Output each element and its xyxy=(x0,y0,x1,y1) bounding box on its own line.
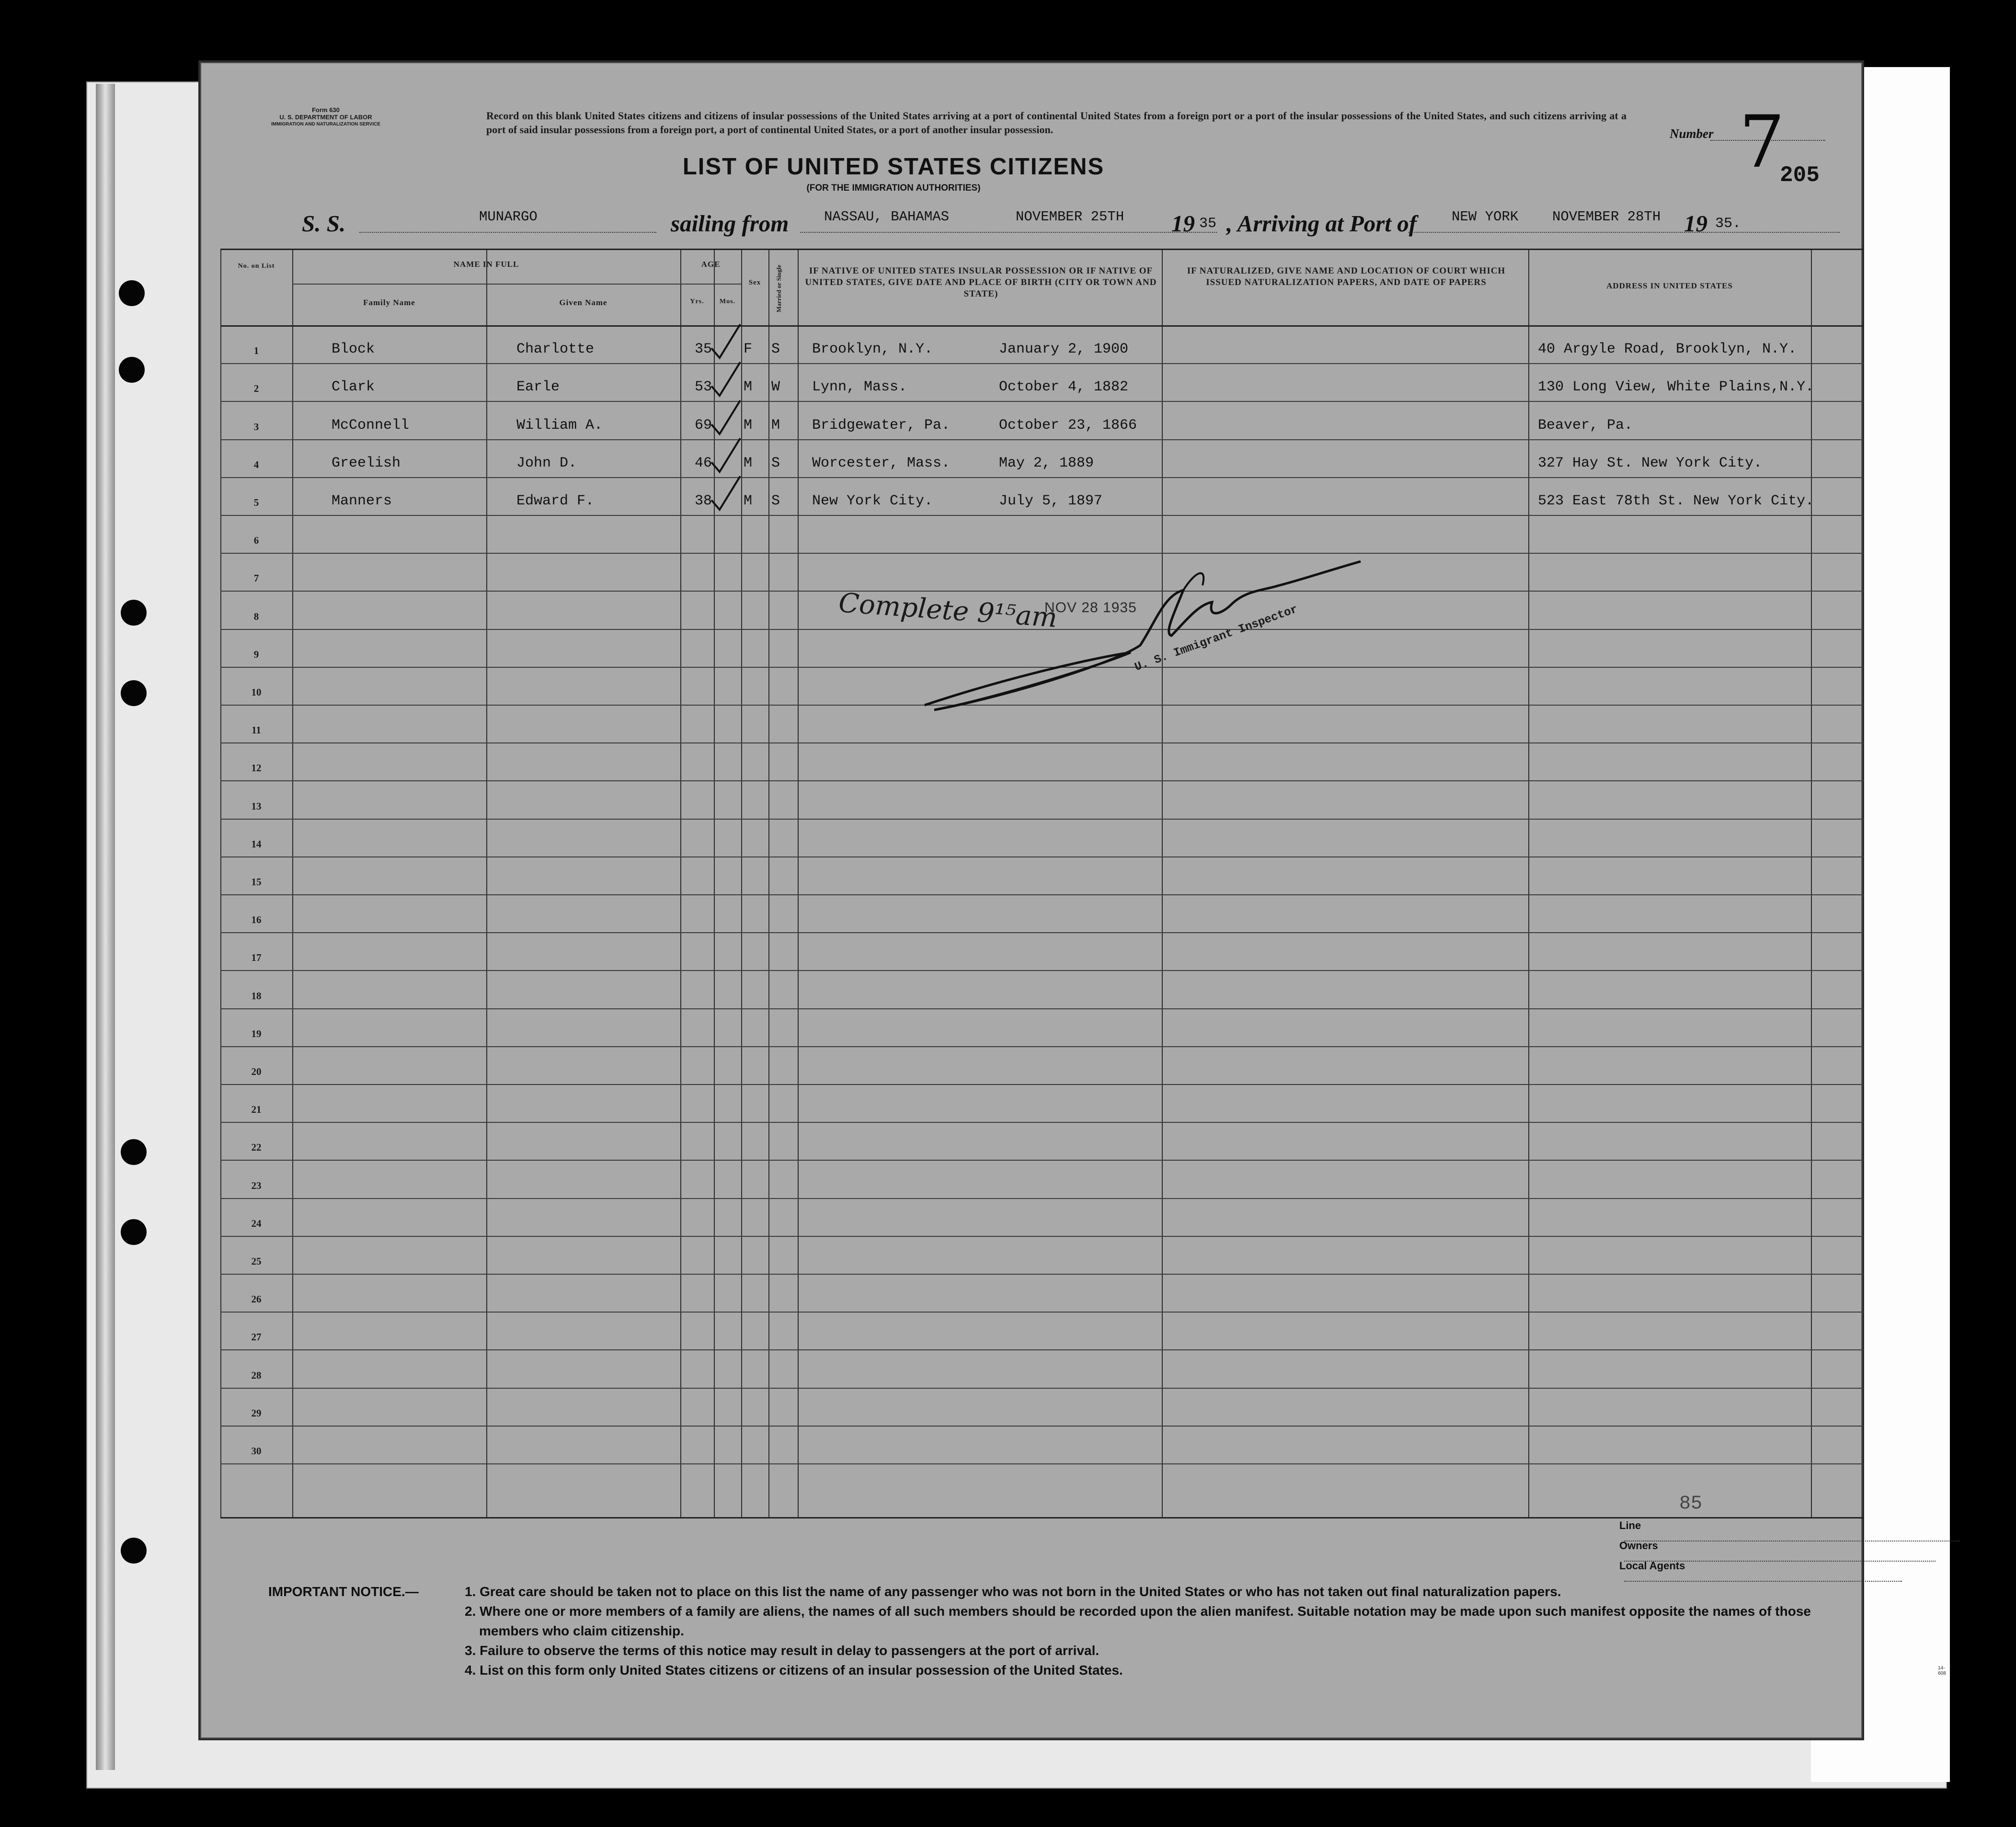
passenger-place: New York City. xyxy=(812,493,933,509)
notice-heading: IMPORTANT NOTICE.— xyxy=(268,1584,419,1599)
passenger-given: John D. xyxy=(516,455,577,471)
col-married: Married or Single xyxy=(775,264,782,312)
passenger-sex: F xyxy=(744,341,753,358)
line-label: Line xyxy=(1619,1519,1641,1531)
binding-strip xyxy=(96,84,115,1770)
page-subtitle: (FOR THE IMMIGRATION AUTHORITIES) xyxy=(806,183,981,193)
passenger-given: Edward F. xyxy=(516,493,595,509)
row-number: 14 xyxy=(251,838,262,850)
row-line xyxy=(220,1274,1864,1275)
list-number: 7 xyxy=(1739,101,1785,184)
row-line xyxy=(220,1122,1864,1123)
important-notice xyxy=(268,1582,1816,1680)
check-mark-icon xyxy=(709,322,743,360)
header-divider xyxy=(292,284,680,285)
passenger-address: Beaver, Pa. xyxy=(1538,417,1633,434)
col-line xyxy=(292,250,293,1517)
row-number: 28 xyxy=(251,1369,262,1381)
row-number: 23 xyxy=(251,1179,262,1191)
col-line xyxy=(768,250,769,1517)
passenger-address: 523 East 78th St. New York City. xyxy=(1538,493,1814,509)
passenger-place: Bridgewater, Pa. xyxy=(812,417,951,434)
row-number: 8 xyxy=(253,610,259,622)
passenger-family: Greelish xyxy=(332,455,401,471)
passenger-sex: M xyxy=(744,493,753,509)
agents-field xyxy=(1619,1560,1902,1585)
row-line xyxy=(220,856,1864,857)
record-instructions: Record on this blank United States citizens and citizens of insular possessions of the United States arriving at a port of continental United States from a foreign port or a port of the insular possessions of the United States, and such citizens arriving at a port of said insular possessions from a foreign port, a port of continental United States, or a port of another insular possession. xyxy=(486,110,1627,136)
col-naturalized: IF NATURALIZED, GIVE NAME AND LOCATION OF COURT WHICH ISSUED NATURALIZATION PAPERS, AND DATE OF PAPERS xyxy=(1187,266,1506,287)
punch-hole xyxy=(121,1538,147,1564)
header-bottom xyxy=(220,325,1864,327)
sailing-from: NASSAU, BAHAMAS xyxy=(824,209,950,225)
row-number: 5 xyxy=(253,497,259,508)
row-line xyxy=(220,363,1864,364)
col-no: No. on List xyxy=(238,263,275,270)
passenger-date: January 2, 1900 xyxy=(999,341,1129,358)
check-mark-icon xyxy=(709,360,743,398)
row-number: 27 xyxy=(251,1331,262,1343)
check-mark-icon xyxy=(709,398,743,436)
notice-item: 1. Great care should be taken not to place on this list the name of any passenger who was not born in the United States or who has not taken out final naturalization papers. xyxy=(465,1584,1561,1599)
row-line xyxy=(220,401,1864,402)
number-label: Number xyxy=(1670,126,1714,141)
notice-item: 3. Failure to observe the terms of this notice may result in delay to passengers at the port of arrival. xyxy=(465,1643,1100,1658)
col-age: AGE xyxy=(701,260,721,269)
passenger-given: Earle xyxy=(516,379,560,396)
passenger-date: May 2, 1889 xyxy=(999,455,1094,471)
port-line xyxy=(1409,232,1840,233)
row-number: 2 xyxy=(253,383,259,395)
punch-hole xyxy=(121,1139,147,1165)
row-number: 11 xyxy=(252,724,261,736)
row-number: 13 xyxy=(251,800,262,812)
col-name-in-full: NAME IN FULL xyxy=(453,260,519,269)
manifest-page xyxy=(200,62,1946,1738)
punch-hole xyxy=(121,600,147,626)
row-line xyxy=(220,1046,1864,1047)
passenger-place: Lynn, Mass. xyxy=(812,379,907,396)
passenger-yrs: 35 xyxy=(695,341,712,358)
depart-date: NOVEMBER 25TH xyxy=(1016,209,1124,225)
ship-line xyxy=(359,232,656,233)
inspector-signature xyxy=(915,552,1370,724)
row-line xyxy=(220,1312,1864,1313)
row-line xyxy=(220,439,1864,440)
inspector-title: U. S. Immigrant Inspector xyxy=(1133,603,1300,674)
check-mark-icon xyxy=(709,474,743,512)
form-code: 14-608 xyxy=(1938,1666,1946,1676)
form-identifier xyxy=(247,106,405,128)
row-line xyxy=(220,932,1864,933)
page-title: LIST OF UNITED STATES CITIZENS xyxy=(682,154,1105,180)
row-number: 19 xyxy=(251,1028,262,1039)
ship-name: MUNARGO xyxy=(479,209,538,225)
passenger-date: July 5, 1897 xyxy=(999,493,1103,509)
col-line xyxy=(798,250,799,1517)
row-line xyxy=(220,1008,1864,1009)
col-given-name: Given Name xyxy=(559,298,607,307)
row-number: 26 xyxy=(251,1293,262,1305)
arriving-label: , Arriving at Port of xyxy=(1226,210,1417,237)
notice-item: 2. Where one or more members of a family are aliens, the names of all such members should be recorded upon the alien manifest. Suitable notation may be made upon such manifest opposite the names of those members who claim citizenship. xyxy=(465,1604,1811,1638)
notice-item: 4. List on this form only United States citizens or citizens of an insular possession of the United States. xyxy=(465,1663,1123,1678)
row-line xyxy=(220,1198,1864,1199)
depart-year: 35 xyxy=(1199,216,1217,232)
passenger-family: Manners xyxy=(332,493,392,509)
passenger-address: 130 Long View, White Plains,N.Y. xyxy=(1538,379,1814,396)
passenger-yrs: 69 xyxy=(695,417,712,434)
passenger-place: Brooklyn, N.Y. xyxy=(812,341,933,358)
passenger-sex: M xyxy=(744,379,753,396)
col-birth: IF NATIVE OF UNITED STATES INSULAR POSSESSION OR IF NATIVE OF UNITED STATES, GIVE DATE AND PLACE OF BIRTH (CITY OR TOWN AND STATE) xyxy=(805,266,1157,299)
depart-year-prefix: 19 xyxy=(1171,210,1195,237)
row-line xyxy=(220,1236,1864,1237)
department: U. S. DEPARTMENT OF LABOR xyxy=(279,114,372,121)
passenger-table xyxy=(220,249,1864,1519)
row-number: 1 xyxy=(253,345,259,357)
row-number: 17 xyxy=(251,952,262,964)
ss-label: S. S. xyxy=(302,210,346,237)
punch-hole xyxy=(119,280,145,306)
row-line xyxy=(220,1160,1864,1161)
row-number: 20 xyxy=(251,1066,262,1077)
row-line xyxy=(220,970,1864,971)
col-family-name: Family Name xyxy=(363,298,415,307)
col-line xyxy=(486,250,487,1517)
date-stamp: NOV 28 1935 xyxy=(1044,600,1137,616)
row-line xyxy=(220,742,1864,743)
col-address: ADDRESS IN UNITED STATES xyxy=(1606,281,1733,290)
row-line xyxy=(220,894,1864,895)
margin-note: 85 xyxy=(1679,1493,1703,1515)
passenger-sex: M xyxy=(744,455,753,471)
passenger-given: William A. xyxy=(516,417,603,434)
form-number: Form 630 xyxy=(312,106,340,114)
header-divider xyxy=(680,284,741,285)
row-number: 18 xyxy=(251,990,262,1002)
passenger-yrs: 53 xyxy=(695,379,712,396)
passenger-family: Block xyxy=(332,341,375,358)
service: IMMIGRATION AND NATURALIZATION SERVICE xyxy=(271,122,380,127)
passenger-date: October 23, 1866 xyxy=(999,417,1137,434)
complete-annotation: Complete 9¹⁵am xyxy=(837,587,1058,634)
passenger-yrs: 38 xyxy=(695,493,712,509)
row-number: 10 xyxy=(251,686,262,698)
col-line xyxy=(1528,250,1529,1517)
sailing-label: sailing from xyxy=(671,210,789,237)
col-line xyxy=(1162,250,1163,1517)
row-number: 29 xyxy=(251,1407,262,1419)
row-number: 4 xyxy=(253,458,259,470)
row-line xyxy=(220,780,1864,781)
passenger-family: McConnell xyxy=(332,417,410,434)
passenger-place: Worcester, Mass. xyxy=(812,455,951,471)
punch-hole xyxy=(119,357,145,383)
col-yrs: Yrs. xyxy=(690,298,704,305)
passenger-status: S xyxy=(771,341,780,358)
check-mark-icon xyxy=(709,436,743,474)
passenger-family: Clark xyxy=(332,379,375,396)
from-line xyxy=(800,232,1217,233)
row-number: 12 xyxy=(251,762,262,774)
row-line xyxy=(220,1388,1864,1389)
passenger-status: M xyxy=(771,417,780,434)
col-line xyxy=(680,250,681,1517)
passenger-address: 40 Argyle Road, Brooklyn, N.Y. xyxy=(1538,341,1797,358)
row-number: 30 xyxy=(251,1445,262,1457)
arrive-date: NOVEMBER 28TH xyxy=(1552,209,1661,225)
col-mos: Mos. xyxy=(719,298,736,305)
row-number: 7 xyxy=(253,572,259,584)
row-line xyxy=(220,515,1864,516)
row-number: 9 xyxy=(253,648,259,660)
row-line xyxy=(220,477,1864,478)
passenger-sex: M xyxy=(744,417,753,434)
arrival-port: NEW YORK xyxy=(1452,209,1519,225)
row-line xyxy=(220,1349,1864,1350)
col-sex: Sex xyxy=(748,279,761,286)
owners-label: Owners xyxy=(1619,1540,1658,1552)
passenger-address: 327 Hay St. New York City. xyxy=(1538,455,1763,471)
row-number: 6 xyxy=(253,535,259,547)
passenger-date: October 4, 1882 xyxy=(999,379,1129,396)
passenger-status: W xyxy=(771,379,780,396)
row-number: 25 xyxy=(251,1256,262,1267)
row-line xyxy=(220,819,1864,820)
row-number: 21 xyxy=(251,1104,262,1116)
row-number: 15 xyxy=(251,876,262,888)
row-line xyxy=(220,1426,1864,1427)
page-number: 205 xyxy=(1780,163,1820,188)
passenger-status: S xyxy=(771,455,780,471)
row-number: 24 xyxy=(251,1217,262,1229)
passenger-status: S xyxy=(771,493,780,509)
arrive-year: 35. xyxy=(1715,216,1741,232)
voyage-line xyxy=(201,205,1861,239)
row-number: 22 xyxy=(251,1142,262,1153)
passenger-yrs: 46 xyxy=(695,455,712,471)
col-line xyxy=(1811,250,1812,1517)
agents-label: Local Agents xyxy=(1619,1560,1685,1572)
punch-hole xyxy=(121,1219,147,1245)
row-number: 16 xyxy=(251,914,262,926)
row-line xyxy=(220,1084,1864,1085)
punch-hole xyxy=(121,680,147,706)
arrive-year-prefix: 19 xyxy=(1684,210,1707,237)
passenger-given: Charlotte xyxy=(516,341,595,358)
row-number: 3 xyxy=(253,421,259,433)
row-line xyxy=(220,1463,1864,1464)
